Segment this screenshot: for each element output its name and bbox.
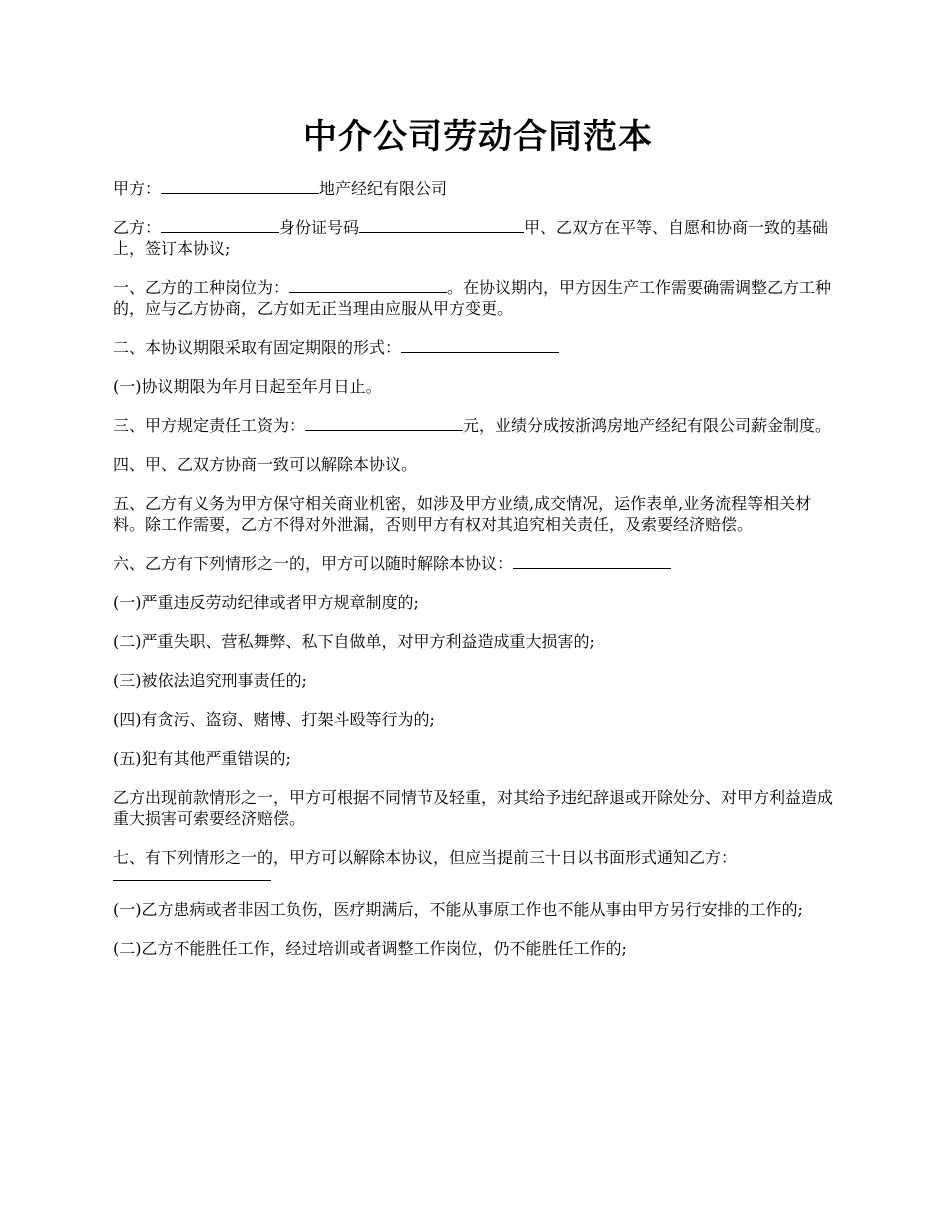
clause-6-blank [513,553,671,569]
clause-2-label: 二、本协议期限采取有固定期限的形式： [113,338,402,357]
term-form-blank [401,337,559,353]
salary-blank [305,415,463,431]
clause-7-blank [113,868,271,881]
clause-4: 四、甲、乙双方协商一致可以解除本协议。 [113,455,418,474]
clause-7 [113,847,843,881]
clause-6-1: (一)严重违反劳动纪律或者甲方规章制度的; [113,593,419,612]
document-title: 中介公司劳动合同范本 [303,117,653,157]
clause-6-note: 乙方出现前款情形之一，甲方可根据不同情节及轻重，对其给予违纪辞退或开除处分、对甲方利益造成重大损害可索要经济赔偿。 [113,788,834,828]
party-a-blank [161,178,319,194]
clause-6-label: 六、乙方有下列情形之一的，甲方可以随时解除本协议： [113,554,514,573]
clause-7-label: 七、有下列情形之一的，甲方可以解除本协议，但应当提前三十日以书面形式通知乙方： [113,848,738,867]
clause-5: 五、乙方有义务为甲方保守相关商业机密，如涉及甲方业绩,成交情况，运作表单,业务流程等相关材料。除工作需要，乙方不得对外泄漏，否则甲方有权对其追究相关责任，及索要经济赔偿。 [113,494,812,534]
clause-2-1: (一)协议期限为年月日起至年月日止。 [113,377,382,396]
clause-6-3: (三)被依法追究刑事责任的; [113,671,307,690]
clause-1-text: 。在协议期内，甲方因生产工作需要确需调整乙方工种的，应与乙方协商，乙方如无正当理由应服从甲方变更。 [113,278,832,318]
clause-3-text: 元，业绩分成按浙鸿房地产经纪有限公司薪金制度。 [463,416,832,435]
clause-1-label: 一、乙方的工种岗位为： [113,278,290,297]
clause-7-2: (二)乙方不能胜任工作，经过培训或者调整工作岗位，仍不能胜任工作的; [113,939,627,958]
party-b-line [113,217,843,259]
clause-3 [113,415,843,436]
party-a-label: 甲方： [113,179,162,198]
clause-6-2: (二)严重失职、营私舞弊、私下自做单，对甲方利益造成重大损害的; [113,632,595,651]
id-number-blank [359,217,524,233]
clause-7-1: (一)乙方患病或者非因工负伤，医疗期满后，不能从事原工作也不能从事由甲方另行安排的工作的; [113,900,803,919]
agreement-intro: 甲、乙双方在平等、自愿和协商一致的基础上，签订本协议; [113,218,829,258]
clause-2 [113,337,843,358]
clause-6 [113,553,843,574]
party-b-name-blank [161,217,279,233]
clause-6-5: (五)犯有其他严重错误的; [113,749,291,768]
id-number-label: 身份证号码 [279,218,360,237]
party-b-label: 乙方： [113,218,162,237]
clause-3-label: 三、甲方规定责任工资为： [113,416,306,435]
document-page [113,112,843,977]
clause-1 [113,277,843,319]
job-position-blank [289,277,447,293]
party-a-suffix: 地产经纪有限公司 [319,179,448,198]
party-a-line [113,178,843,199]
clause-6-4: (四)有贪污、盗窃、赌博、打架斗殴等行为的; [113,710,435,729]
